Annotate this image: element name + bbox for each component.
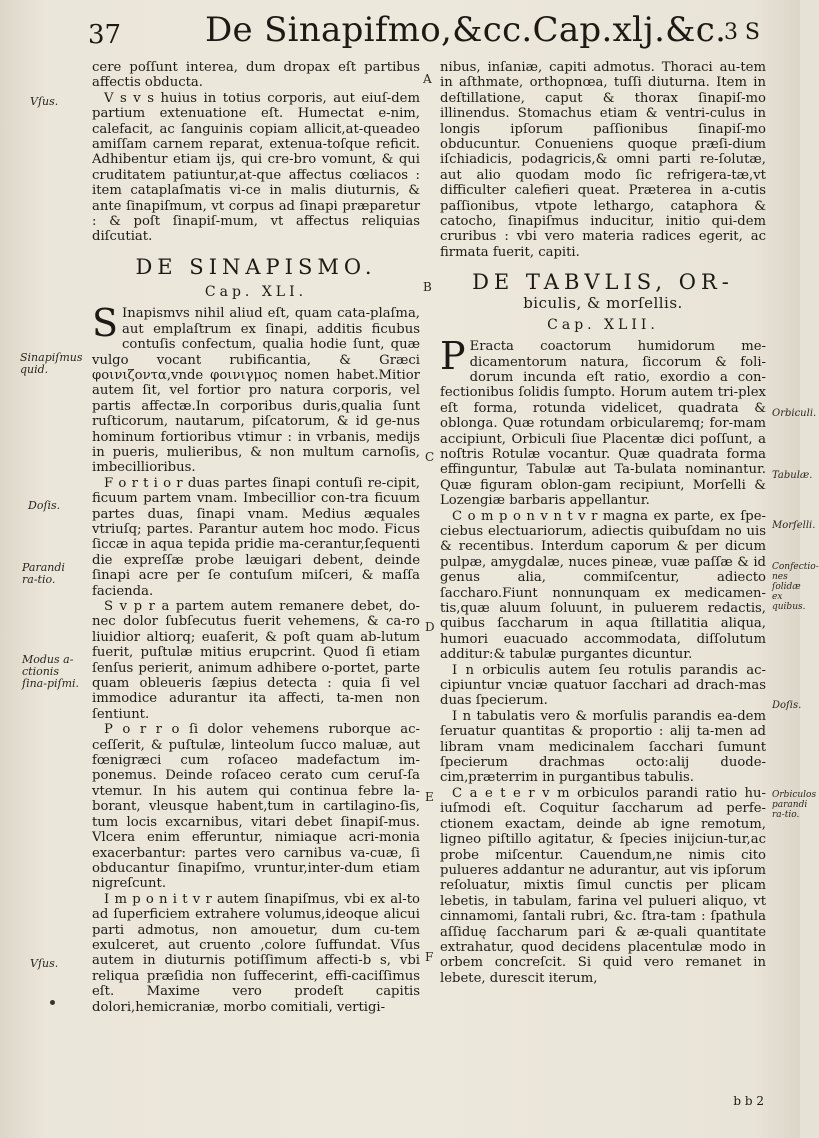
section-subtitle-tabulis: biculis, & morſellis. [523,294,683,313]
left-paragraph-1: cere poſſunt interea, dum dropax eſt partibus affectis obducta. [92,60,420,91]
margin-note-modus: Modus a-ctionis ſina-piſmi. [22,653,80,690]
signature-mark: 3 S [723,20,760,45]
left-column [92,60,420,1015]
left-paragraph-4: F o r t i o r duas partes ſinapi contuſi re-cipit, ficuum partem vnam. Imbecillior con-tra ficuum partes duas, ſinapi vnam. Medius æquales vtriuſq; partes. Parantur autem hoc modo. Ficus ſiccæ in aqua tepida pridie ma-cerantur,ſequenti die expreſſæ probe læuigari debent, deinde ſinapi acre per ſe contuſum miſceri, & maſſa facienda. [92,475,420,599]
marker-d: D [425,620,435,634]
right-paragraph-2-text: Eracta coactorum humidorum me-dicamentorum natura, ſiccorum & foli-dorum incunda eſt ratio, exordio a con-fectionibus ſolidis ſumpto. Horum autem tri-plex eſt forma, rotunda videlicet, quadrata & oblonga. Quæ rotundam orbicularemq; for-mam accipiunt, Orbiculi ſiue Placentæ dici poſſunt, a noſtris Rotulæ vocantur. Quæ quadrata forma effinguntur, Tabulæ aut Ta-bulata nominantur. Quæ figuram oblon-gam recipiunt, Morſelli & Lozengiæ barbaris appellantur. [440,339,766,509]
left-paragraph-5: S v p r a partem autem remanere debet, do-nec dolor ſubſecutus fuerit vehemens, & ca-ro liuidior altiorq; euaſerit, & poſt quam ab-lutum fuerit, puſtulæ mitius erupcrint. Quod ſi etiam ſenſus perierit, animum adhibere o-portet, parte quam obleueris ſæpius detecta : quia ſi vel immodice adurantur ita affecti, ta-men non ſentiunt. [92,599,420,722]
margin-note-confectiones: Confectio-nes ſolidæ ex quibus. [772,562,819,612]
page-number: 37 [88,20,122,50]
margin-note-tabulae: Tabulæ. [772,470,813,481]
margin-note-vsus: Vſus. [30,95,59,108]
left-paragraph-6: P o r r o ſi dolor vehemens ruborque ac-ceſſerit, & puſtulæ, linteolum ſucco maluæ, aut fœnigræci cum roſaceo madefactum im-ponemus. Deinde roſaceo cerato cum ceruſ-ſa vtemur. In his autem qui continua febre la-borant, vleusque habent,tum in cartilagino-ſis, tum locis excarnibus, vitari debet ſinapiſ-mus. Vlcera enim efferuntur, nimiaque acri-monia exacerbantur: partes vero carnibus va-cuæ, ſi obducantur ſinapiſmo, vruntur,inter-dum etiam nigreſcunt. [92,722,420,892]
section-title-sinapismo: DE SINAPISMO. [135,254,377,279]
margin-note-sinapismus-quid: Sinapiſmus quid. [20,351,83,376]
marker-a: A [423,72,432,86]
catchword: b b 2 [733,1094,764,1108]
right-paragraph-6: C a e t e r v m orbiculos parandi ratio hu-iuſmodi eſt. Coquitur ſaccharum ad perfe-ctionem exactam, deinde ab igne remotum, ligneo piſtillo agitatur, & ſpecies inijciun-tur,ac probe miſcentur. Cauendum,ne nimis cito pulueres addantur ne adurantur, aut vis ipſorum reſoluatur, mixtis ſimul cunctis per plicam lebetis, in tabulam, farina vel pulueri aliquo, vt cinnamomi, ſantali rubri, &c. ſtra-tam : ſpathula aſſiduę ſaccharum pari & æ-quali quantitate extrahatur, quod decidens placentulæ modo in orbem concreſcit. Si quid vero remanet in lebete, durescit iterum, [440,785,766,986]
drop-cap-s: S [92,301,119,346]
page-header [70,6,770,58]
ink-spot [50,1000,55,1005]
left-paragraph-7: I m p o n i t v r autem ſinapiſmus, vbi ex al-to ad ſuperficiem extrahere volumus,ideoque alicui parti admotus, non amouetur, dum cu-tem exulceret, aut cruento ,colore ſuffundat. Vſus autem in diuturnis potiſſimum affecti-b s, vbi reliqua præſidia non ſuffecerint, effi-caciſſimus eſt. Maxime vero prodeſt capitis dolori,hemicraniæ, morbo comitiali, vertigi- [92,891,420,1015]
chapter-heading-41: Cap. XLI. [204,283,308,300]
margin-note-vsus-2: Vſus. [30,957,59,970]
margin-note-dosis-right: Doſis. [772,700,802,711]
right-paragraph-1: nibus, inſaniæ, capiti admotus. Thoraci au-tem in aſthmate, orthopnœa, tuſſi diuturna. Item in deſtillatione, caput & thorax ſinapiſ-mo illinendus. Stomachus etiam & ventri-culus in longis ipſorum paſſionibus ſinapiſ-mo obducuntur. Conueniens quoque præſi-dium iſchiadicis, podagricis,& omni parti re-ſolutæ, aut alio quodam modo ſic refrigera-tæ,vt difficulter calefieri queat. Præterea in a-cutis paſſionibus, vtpote lethargo, cataphora & catocho, ſinapiſmus inducitur, initio qui-dem cruribus : vbi vero materia radices egerit, ac firmata fuerit, capiti. [440,60,766,260]
margin-note-dosis: Doſis. [28,499,61,512]
right-paragraph-4: I n orbiculis autem ſeu rotulis parandis ac-cipiuntur vnciæ quatuor ſacchari ad drach-mas duas ſpecierum. [440,662,766,709]
section-title-tabulis: DE TABVLIS, OR- [472,270,734,295]
chapter-heading-42: Cap. XLII. [547,316,659,333]
margin-note-morselli: Morſelli. [772,520,816,531]
margin-note-orbiculi: Orbiculi. [772,408,817,419]
running-title: De Sinapifmo,&cc.Cap.xlj.&c. [205,10,727,50]
margin-note-parandi-ratio: Parandi ra-tio. [22,561,65,586]
left-paragraph-3 [92,301,420,476]
drop-cap-p: P [440,334,466,379]
marker-f: F [425,950,434,964]
right-column [440,60,766,986]
margin-note-orbiculos-parandi: Orbiculos parandi ra-tio. [772,790,817,820]
marker-b: B [423,280,432,294]
right-paragraph-2 [440,334,766,509]
right-paragraph-5: I n tabulatis vero & morſulis parandis ea-dem ſeruatur quantitas & proportio : alij ta-men ad libram vnam medicinalem ſacchari ſumunt ſpecierum drachmas octo:alij duode-cim,præterrim in purgantibus tabulis. [440,708,766,786]
left-paragraph-3-text: Inapismvs nihil aliud eſt, quam cata-plaſma, aut emplaſtrum ex ſinapi, additis ficubus contuſis confectum, qualia hodie ſunt, quæ vulgo vocant rubificantia, & Græci φοινιζοντα,vnde φοινιγμος nomen habet.Mitior autem ſit, vel fortior pro natura corporis, vel partis affectæ.In corporibus duris,qualia ſunt ruſticorum, nautarum, piſcatorum, & id ge-nus hominum fortioribus vtimur : in vrbanis, medijs in pueris, mulieribus, & non multum carnoſis, imbecillioribus. [92,306,420,476]
left-paragraph-2: V s v s huius in totius corporis, aut eiuſ-dem partium extenuatione eſt. Humectat e-nim, calefacit, ac ſanguinis copiam allicit,at-queadeo amiſſam carnem reparat, extenua-toſque reficit. Adhibentur etiam ijs, qui cre-bro vomunt, & qui cruditatem patiuntur,at-que affectus cœliacos : item cataplaſmatis vi-ce in malis diuturnis, & ante ſinapiſmum, vt corpus ad ſinapi præparetur : & poſt ſinapiſ-mum, vt affectus reliquias diſcutiat. [92,90,420,245]
marker-c: C [425,450,435,464]
marker-e: E [425,790,434,804]
right-paragraph-3: C o m p o n v n t v r magna ex parte, ex ſpe-ciebus electuariorum, adiectis quibuſdam no uis & recentibus. Interdum caporum & per dicum pulpæ, amygdalæ, nuces pineæ, vuæ paſſæ & id genus alia, commiſcentur, adiecto ſaccharo.Fiunt nonnunquam ex medicamen-tis,quæ aluum ſoluunt, in puluerem redactis, quibus ſaccharum in aqua ſtillatitia aliqua, humori euacuado accommodata, diſſolutum additur:& tabulæ purgantes dicuntur. [440,508,766,663]
